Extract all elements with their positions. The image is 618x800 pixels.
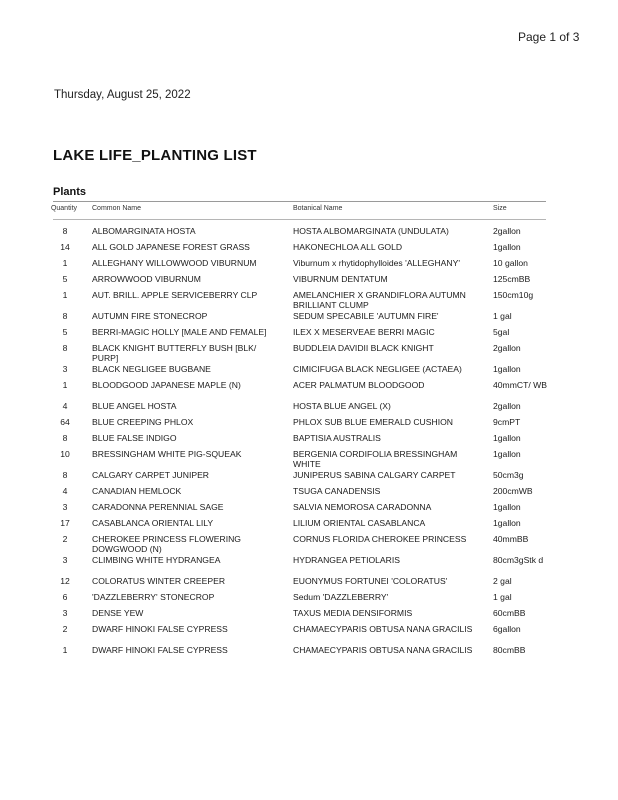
botanical-name-cell: ILEX X MESERVEAE BERRI MAGIC [293, 327, 435, 337]
quantity-cell: 3 [62, 364, 68, 374]
botanical-name-column-header: Botanical Name [293, 205, 343, 212]
size-cell: 2gallon [493, 226, 521, 236]
botanical-name-cell: SALVIA NEMOROSA CARADONNA [293, 502, 432, 512]
quantity-cell: 10 [60, 449, 70, 459]
botanical-name-cell: BAPTISIA AUSTRALIS [293, 433, 381, 443]
common-name-cell: DENSE YEW [92, 608, 144, 618]
table-row [0, 608, 618, 624]
common-name-cell: ALLEGHANY WILLOWWOOD VIBURNUM [92, 258, 257, 268]
common-name-cell: CANADIAN HEMLOCK [92, 486, 182, 496]
quantity-cell: 64 [60, 417, 70, 427]
quantity-cell: 8 [62, 433, 68, 443]
quantity-cell: 3 [62, 608, 68, 618]
header-divider [53, 219, 546, 220]
common-name-cell: BLUE FALSE INDIGO [92, 433, 177, 443]
quantity-cell: 5 [62, 327, 68, 337]
size-cell: 80cmBB [493, 645, 526, 655]
size-cell: 1gallon [493, 433, 521, 443]
common-name-cell: ALL GOLD JAPANESE FOREST GRASS [92, 242, 250, 252]
table-row [0, 290, 618, 311]
table-row [0, 258, 618, 274]
quantity-cell: 14 [60, 242, 70, 252]
size-cell: 150cm10g [493, 290, 534, 300]
common-name-cell: BERRI-MAGIC HOLLY [MALE AND FEMALE] [92, 327, 267, 337]
table-row [0, 502, 618, 518]
common-name-cell: BLOODGOOD JAPANESE MAPLE (N) [92, 380, 241, 390]
size-cell: 1gallon [493, 449, 521, 459]
quantity-cell: 1 [62, 258, 68, 268]
table-row [0, 645, 618, 666]
quantity-cell: 6 [62, 592, 68, 602]
common-name-cell: DWARF HINOKI FALSE CYPRESS [92, 624, 228, 634]
quantity-cell: 1 [62, 645, 68, 655]
page-number: Page 1 of 3 [518, 30, 580, 44]
size-cell: 60cmBB [493, 608, 526, 618]
botanical-name-cell: CIMICIFUGA BLACK NEGLIGEE (ACTAEA) [293, 364, 462, 374]
common-name-cell: COLORATUS WINTER CREEPER [92, 576, 226, 586]
table-row [0, 518, 618, 534]
table-row [0, 364, 618, 380]
table-row [0, 274, 618, 290]
table-row [0, 311, 618, 327]
common-name-cell: CARADONNA PERENNIAL SAGE [92, 502, 224, 512]
common-name-cell: CLIMBING WHITE HYDRANGEA [92, 555, 221, 565]
table-row [0, 470, 618, 486]
quantity-cell: 17 [60, 518, 70, 528]
botanical-name-cell: CHAMAECYPARIS OBTUSA NANA GRACILIS [293, 624, 473, 634]
size-cell: 125cmBB [493, 274, 531, 284]
table-row [0, 327, 618, 343]
quantity-cell: 8 [62, 311, 68, 321]
size-cell: 10 gallon [493, 258, 528, 268]
size-cell: 50cm3g [493, 470, 524, 480]
document-title: LAKE LIFE_PLANTING LIST [53, 147, 257, 164]
botanical-name-cell: EUONYMUS FORTUNEI 'COLORATUS' [293, 576, 448, 586]
table-row [0, 555, 618, 576]
botanical-name-cell: CHAMAECYPARIS OBTUSA NANA GRACILIS [293, 645, 473, 655]
size-cell: 40mmBB [493, 534, 529, 544]
common-name-cell: AUT. BRILL. APPLE SERVICEBERRY CLP [92, 290, 258, 300]
table-row [0, 534, 618, 555]
table-row [0, 624, 618, 645]
table-row [0, 242, 618, 258]
quantity-cell: 3 [62, 502, 68, 512]
size-cell: 1gallon [493, 242, 521, 252]
report-date: Thursday, August 25, 2022 [54, 89, 191, 101]
table-header [0, 205, 618, 219]
quantity-column-header: Quantity [50, 205, 78, 212]
common-name-cell: CASABLANCA ORIENTAL LILY [92, 518, 214, 528]
size-cell: 1 gal [493, 311, 512, 321]
size-cell: 5gal [493, 327, 510, 337]
common-name-cell: BRESSINGHAM WHITE PIG-SQUEAK [92, 449, 242, 459]
botanical-name-cell: Sedum 'DAZZLEBERRY' [293, 592, 389, 602]
common-name-cell: ARROWWOOD VIBURNUM [92, 274, 201, 284]
size-cell: 1gallon [493, 364, 521, 374]
size-cell: 2gallon [493, 401, 521, 411]
common-name-cell: BLACK KNIGHT BUTTERFLY BUSH [BLK/ PURP] [92, 343, 257, 363]
size-column-header: Size [493, 205, 507, 212]
size-cell: 1gallon [493, 518, 521, 528]
botanical-name-cell: PHLOX SUB BLUE EMERALD CUSHION [293, 417, 453, 427]
size-cell: 200cmWB [493, 486, 533, 496]
quantity-cell: 12 [60, 576, 70, 586]
size-cell: 1gallon [493, 502, 521, 512]
plant-table [0, 226, 618, 666]
table-row [0, 226, 618, 242]
table-row [0, 380, 618, 401]
botanical-name-cell: LILIUM ORIENTAL CASABLANCA [293, 518, 426, 528]
table-row [0, 343, 618, 364]
common-name-cell: 'DAZZLEBERRY' STONECROP [92, 592, 215, 602]
size-cell: 1 gal [493, 592, 512, 602]
botanical-name-cell: AMELANCHIER X GRANDIFLORA AUTUMN BRILLIANT CLUMP [293, 290, 466, 310]
common-name-cell: CALGARY CARPET JUNIPER [92, 470, 210, 480]
botanical-name-cell: BERGENIA CORDIFOLIA BRESSINGHAM WHITE [293, 449, 458, 469]
size-cell: 40mmCT/ WB [493, 380, 547, 390]
table-row [0, 449, 618, 470]
common-name-cell: BLUE ANGEL HOSTA [92, 401, 177, 411]
quantity-cell: 3 [62, 555, 68, 565]
botanical-name-cell: SEDUM SPECABILE 'AUTUMN FIRE' [293, 311, 439, 321]
common-name-cell: BLUE CREEPING PHLOX [92, 417, 194, 427]
table-row [0, 433, 618, 449]
botanical-name-cell: ACER PALMATUM BLOODGOOD [293, 380, 425, 390]
quantity-cell: 8 [62, 470, 68, 480]
quantity-cell: 8 [62, 226, 68, 236]
section-heading: Plants [53, 186, 87, 198]
botanical-name-cell: TAXUS MEDIA DENSIFORMIS [293, 608, 413, 618]
quantity-cell: 1 [62, 290, 68, 300]
common-name-cell: AUTUMN FIRE STONECROP [92, 311, 208, 321]
botanical-name-cell: CORNUS FLORIDA CHEROKEE PRINCESS [293, 534, 467, 544]
quantity-cell: 2 [62, 624, 68, 634]
botanical-name-cell: HYDRANGEA PETIOLARIS [293, 555, 400, 565]
botanical-name-cell: JUNIPERUS SABINA CALGARY CARPET [293, 470, 456, 480]
table-row [0, 417, 618, 433]
quantity-cell: 2 [62, 534, 68, 544]
common-name-cell: ALBOMARGINATA HOSTA [92, 226, 196, 236]
common-name-cell: CHEROKEE PRINCESS FLOWERING DOWGWOOD (N) [92, 534, 241, 554]
size-cell: 6gallon [493, 624, 521, 634]
quantity-cell: 1 [62, 380, 68, 390]
table-row [0, 592, 618, 608]
common-name-column-header: Common Name [92, 205, 142, 212]
size-cell: 2gallon [493, 343, 521, 353]
quantity-cell: 4 [62, 486, 68, 496]
botanical-name-cell: VIBURNUM DENTATUM [293, 274, 388, 284]
quantity-cell: 5 [62, 274, 68, 284]
botanical-name-cell: TSUGA CANADENSIS [293, 486, 381, 496]
size-cell: 80cm3gStk d [493, 555, 544, 565]
quantity-cell: 8 [62, 343, 68, 353]
size-cell: 2 gal [493, 576, 512, 586]
botanical-name-cell: HOSTA ALBOMARGINATA (UNDULATA) [293, 226, 449, 236]
botanical-name-cell: HAKONECHLOA ALL GOLD [293, 242, 403, 252]
botanical-name-cell: BUDDLEIA DAVIDII BLACK KNIGHT [293, 343, 434, 353]
section-divider [53, 201, 546, 202]
table-row [0, 576, 618, 592]
common-name-cell: BLACK NEGLIGEE BUGBANE [92, 364, 211, 374]
table-row [0, 486, 618, 502]
botanical-name-cell: HOSTA BLUE ANGEL (X) [293, 401, 391, 411]
botanical-name-cell: Viburnum x rhytidophylloides 'ALLEGHANY' [293, 258, 460, 268]
table-row [0, 401, 618, 417]
common-name-cell: DWARF HINOKI FALSE CYPRESS [92, 645, 228, 655]
quantity-cell: 4 [62, 401, 68, 411]
size-cell: 9cmPT [493, 417, 521, 427]
